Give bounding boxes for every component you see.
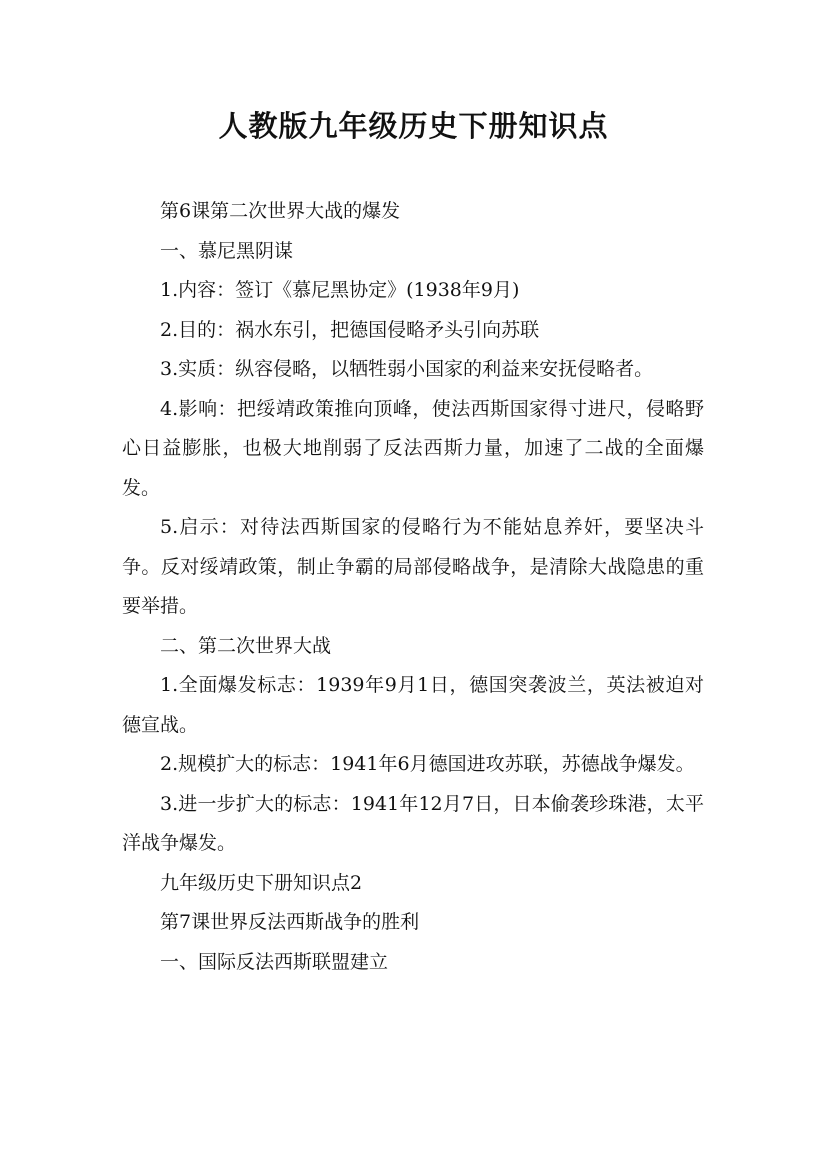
paragraph: 2.规模扩大的标志：1941年6月德国进攻苏联，苏德战争爆发。 bbox=[160, 753, 695, 775]
section-heading: 二、第二次世界大战 bbox=[160, 634, 332, 657]
document-title: 人教版九年级历史下册知识点 bbox=[218, 109, 609, 143]
lesson-heading: 第6课第二次世界大战的爆发 bbox=[160, 200, 401, 222]
paragraph: 1.内容：签订《慕尼黑协定》(1938年9月) bbox=[160, 279, 520, 301]
paragraph: 1.全面爆发标志：1939年9月1日，德国突袭波兰，英法被迫对德宣战。 bbox=[122, 674, 704, 736]
paragraph: 2.目的：祸水东引，把德国侵略矛头引向苏联 bbox=[160, 318, 540, 341]
subtitle: 九年级历史下册知识点2 bbox=[160, 871, 363, 894]
paragraph: 3.进一步扩大的标志：1941年12月7日，日本偷袭珍珠港，太平洋战争爆发。 bbox=[122, 792, 704, 854]
paragraph: 5.启示：对待法西斯国家的侵略行为不能姑息养奸，要坚决斗争。反对绥靖政策，制止争霸的局部侵略战争，是清除大战隐患的重要举措。 bbox=[122, 516, 704, 617]
paragraph: 3.实质：纵容侵略，以牺牲弱小国家的利益来安抚侵略者。 bbox=[160, 358, 654, 380]
section-heading: 一、慕尼黑阴谋 bbox=[160, 239, 294, 262]
paragraph: 4.影响：把绥靖政策推向顶峰，使法西斯国家得寸进尺，侵略野心日益膨胀，也极大地削弱了反法西斯力量，加速了二战的全面爆发。 bbox=[122, 397, 704, 499]
lesson-heading: 第7课世界反法西斯战争的胜利 bbox=[160, 911, 420, 933]
document-body bbox=[122, 192, 704, 982]
section-heading: 一、国际反法西斯联盟建立 bbox=[160, 950, 389, 973]
